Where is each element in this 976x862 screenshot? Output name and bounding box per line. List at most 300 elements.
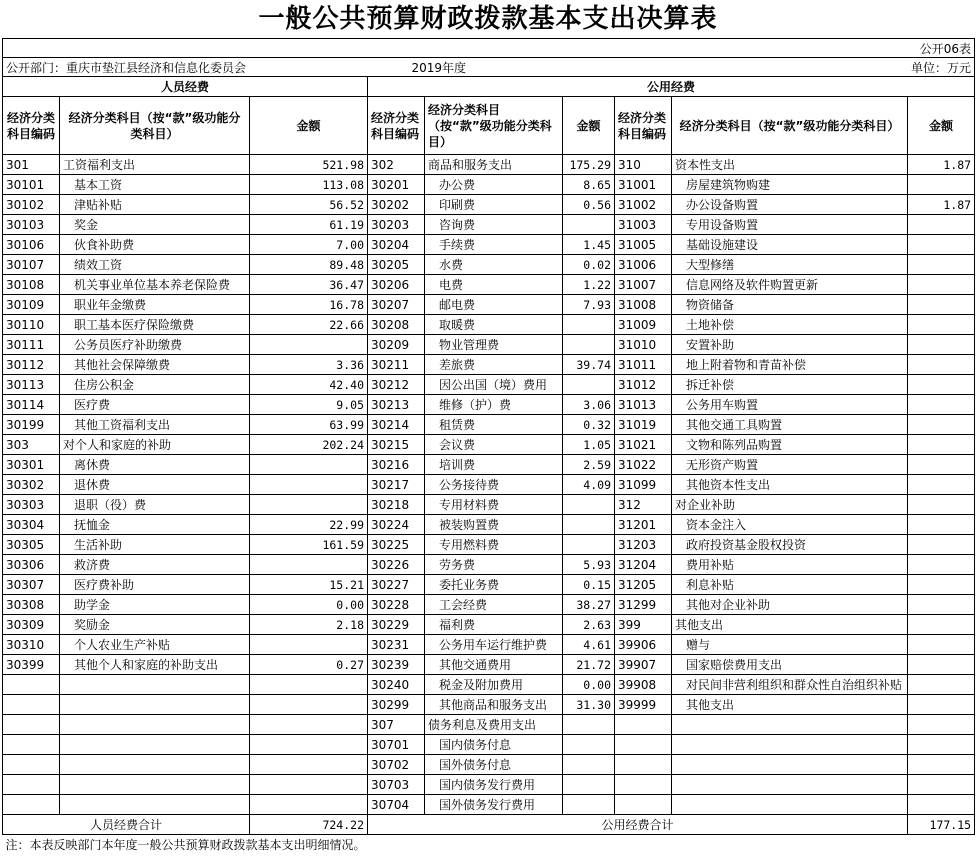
right-code-cell: 31022	[615, 455, 672, 475]
right-name-cell: 信息网络及软件购置更新	[672, 275, 908, 295]
mid-name-cell: 印刷费	[425, 195, 563, 215]
mid-code-cell: 30209	[368, 335, 425, 355]
mid-amount-cell	[563, 755, 615, 775]
left-amount-cell: 22.66	[250, 315, 368, 335]
table-row	[3, 495, 975, 515]
table-row	[3, 395, 975, 415]
mid-amount-cell	[563, 515, 615, 535]
right-name-cell: 基础设施建设	[672, 235, 908, 255]
mid-amount-cell: 1.22	[563, 275, 615, 295]
table-row	[3, 755, 975, 775]
mid-code-cell: 30228	[368, 595, 425, 615]
left-name-cell: 对个人和家庭的补助	[60, 435, 250, 455]
mid-name-cell: 国外债务付息	[425, 755, 563, 775]
right-code-cell: 39999	[615, 695, 672, 715]
mid-code-cell: 30704	[368, 795, 425, 815]
right-code-cell: 39908	[615, 675, 672, 695]
right-name-cell: 无形资产购置	[672, 455, 908, 475]
right-amount-cell	[908, 715, 975, 735]
right-name-cell: 大型修缮	[672, 255, 908, 275]
mid-code-cell: 30203	[368, 215, 425, 235]
col-code-mid: 经济分类科目编码	[368, 97, 425, 155]
right-code-cell: 31011	[615, 355, 672, 375]
mid-name-cell: 水费	[425, 255, 563, 275]
mid-amount-cell: 0.00	[563, 675, 615, 695]
mid-amount-cell: 175.29	[563, 155, 615, 175]
mid-name-cell: 专用燃料费	[425, 535, 563, 555]
left-amount-cell: 63.99	[250, 415, 368, 435]
left-code-cell: 30304	[3, 515, 60, 535]
right-amount-cell	[908, 695, 975, 715]
table-number: 公开06表	[3, 39, 975, 58]
mid-name-cell: 委托业务费	[425, 575, 563, 595]
table-row	[3, 295, 975, 315]
mid-amount-cell: 8.65	[563, 175, 615, 195]
right-code-cell	[615, 795, 672, 815]
mid-name-cell: 商品和服务支出	[425, 155, 563, 175]
table-row	[3, 695, 975, 715]
table-note: 注：本表反映部门本年度一般公共预算财政拨款基本支出明细情况。	[5, 838, 366, 852]
right-code-cell: 31099	[615, 475, 672, 495]
left-amount-cell	[250, 495, 368, 515]
left-code-cell: 30112	[3, 355, 60, 375]
mid-name-cell: 租赁费	[425, 415, 563, 435]
mid-code-cell: 30229	[368, 615, 425, 635]
table-row	[3, 255, 975, 275]
right-name-cell: 政府投资基金股权投资	[672, 535, 908, 555]
right-code-cell: 31009	[615, 315, 672, 335]
mid-code-cell: 30218	[368, 495, 425, 515]
left-name-cell: 生活补助	[60, 535, 250, 555]
mid-code-cell: 30224	[368, 515, 425, 535]
mid-amount-cell: 2.63	[563, 615, 615, 635]
left-name-cell: 基本工资	[60, 175, 250, 195]
mid-name-cell: 差旅费	[425, 355, 563, 375]
right-amount-cell	[908, 495, 975, 515]
mid-amount-cell: 21.72	[563, 655, 615, 675]
right-code-cell: 31204	[615, 555, 672, 575]
left-name-cell: 工资福利支出	[60, 155, 250, 175]
right-code-cell	[615, 715, 672, 735]
right-amount-cell	[908, 335, 975, 355]
right-code-cell: 31010	[615, 335, 672, 355]
total-public-value: 177.15	[908, 815, 975, 835]
left-name-cell: 公务员医疗补助缴费	[60, 335, 250, 355]
left-name-cell: 伙食补助费	[60, 235, 250, 255]
table-row	[3, 635, 975, 655]
left-code-cell: 30301	[3, 455, 60, 475]
left-name-cell	[60, 715, 250, 735]
mid-code-cell: 30202	[368, 195, 425, 215]
mid-code-cell: 30239	[368, 655, 425, 675]
section-public: 公用经费	[368, 77, 975, 97]
mid-code-cell: 30299	[368, 695, 425, 715]
mid-code-cell: 30206	[368, 275, 425, 295]
mid-name-cell: 国内债务付息	[425, 735, 563, 755]
right-name-cell: 资本性支出	[672, 155, 908, 175]
left-amount-cell	[250, 755, 368, 775]
table-row	[3, 455, 975, 475]
table-row	[3, 575, 975, 595]
left-amount-cell	[250, 795, 368, 815]
right-amount-cell	[908, 455, 975, 475]
mid-amount-cell: 4.09	[563, 475, 615, 495]
right-amount-cell	[908, 535, 975, 555]
table-no-row	[3, 39, 975, 58]
col-amount-mid: 金额	[563, 97, 615, 155]
right-amount-cell	[908, 255, 975, 275]
right-code-cell: 31205	[615, 575, 672, 595]
mid-amount-cell: 39.74	[563, 355, 615, 375]
mid-name-cell: 公务接待费	[425, 475, 563, 495]
mid-code-cell: 30213	[368, 395, 425, 415]
mid-code-cell: 302	[368, 155, 425, 175]
left-name-cell: 个人农业生产补贴	[60, 635, 250, 655]
right-amount-cell	[908, 795, 975, 815]
left-code-cell	[3, 735, 60, 755]
mid-code-cell: 30216	[368, 455, 425, 475]
table-row	[3, 515, 975, 535]
left-amount-cell	[250, 455, 368, 475]
right-amount-cell	[908, 735, 975, 755]
left-name-cell: 职工基本医疗保险缴费	[60, 315, 250, 335]
mid-name-cell: 工会经费	[425, 595, 563, 615]
left-name-cell: 退休费	[60, 475, 250, 495]
table-row	[3, 655, 975, 675]
left-name-cell: 绩效工资	[60, 255, 250, 275]
right-name-cell: 土地补偿	[672, 315, 908, 335]
left-name-cell	[60, 695, 250, 715]
right-code-cell: 31012	[615, 375, 672, 395]
left-code-cell: 30310	[3, 635, 60, 655]
mid-amount-cell: 0.32	[563, 415, 615, 435]
right-amount-cell	[908, 635, 975, 655]
mid-name-cell: 办公费	[425, 175, 563, 195]
left-amount-cell: 2.18	[250, 615, 368, 635]
left-amount-cell: 22.99	[250, 515, 368, 535]
right-code-cell: 31001	[615, 175, 672, 195]
right-amount-cell: 1.87	[908, 195, 975, 215]
mid-name-cell: 被装购置费	[425, 515, 563, 535]
table-row	[3, 315, 975, 335]
right-amount-cell	[908, 615, 975, 635]
left-code-cell	[3, 755, 60, 775]
col-code-left: 经济分类科目编码	[3, 97, 60, 155]
left-name-cell: 助学金	[60, 595, 250, 615]
right-amount-cell	[908, 295, 975, 315]
col-amount-left: 金额	[250, 97, 368, 155]
left-code-cell: 30309	[3, 615, 60, 635]
mid-code-cell: 30214	[368, 415, 425, 435]
left-name-cell	[60, 795, 250, 815]
mid-amount-cell: 5.93	[563, 555, 615, 575]
table-row	[3, 775, 975, 795]
table-row	[3, 175, 975, 195]
right-amount-cell	[908, 215, 975, 235]
table-row	[3, 195, 975, 215]
right-amount-cell	[908, 435, 975, 455]
left-amount-cell	[250, 775, 368, 795]
left-code-cell: 30199	[3, 415, 60, 435]
table-row	[3, 435, 975, 455]
col-code-right: 经济分类科目编码	[615, 97, 672, 155]
mid-name-cell: 其他商品和服务支出	[425, 695, 563, 715]
left-amount-cell: 113.08	[250, 175, 368, 195]
mid-amount-cell: 0.15	[563, 575, 615, 595]
left-amount-cell	[250, 735, 368, 755]
mid-name-cell: 劳务费	[425, 555, 563, 575]
mid-amount-cell	[563, 375, 615, 395]
right-name-cell: 专用设备购置	[672, 215, 908, 235]
mid-amount-cell	[563, 535, 615, 555]
mid-code-cell: 30201	[368, 175, 425, 195]
meta-row	[3, 58, 975, 77]
right-name-cell	[672, 775, 908, 795]
column-header-row	[3, 97, 975, 155]
mid-name-cell: 电费	[425, 275, 563, 295]
right-name-cell: 办公设备购置	[672, 195, 908, 215]
right-amount-cell	[908, 655, 975, 675]
left-code-cell: 30308	[3, 595, 60, 615]
mid-amount-cell: 2.59	[563, 455, 615, 475]
table-row	[3, 355, 975, 375]
left-amount-cell: 3.36	[250, 355, 368, 375]
right-name-cell: 利息补贴	[672, 575, 908, 595]
total-personnel-value: 724.22	[250, 815, 368, 835]
right-code-cell: 39907	[615, 655, 672, 675]
left-code-cell: 30113	[3, 375, 60, 395]
mid-name-cell: 国内债务发行费用	[425, 775, 563, 795]
mid-name-cell: 会议费	[425, 435, 563, 455]
left-code-cell: 30302	[3, 475, 60, 495]
right-code-cell: 31021	[615, 435, 672, 455]
mid-code-cell: 30226	[368, 555, 425, 575]
left-code-cell: 30103	[3, 215, 60, 235]
col-name-left: 经济分类科目（按“款”级功能分类科目）	[60, 97, 250, 155]
mid-name-cell: 专用材料费	[425, 495, 563, 515]
mid-name-cell: 物业管理费	[425, 335, 563, 355]
right-name-cell	[672, 795, 908, 815]
mid-amount-cell	[563, 775, 615, 795]
mid-name-cell: 税金及附加费用	[425, 675, 563, 695]
right-amount-cell	[908, 235, 975, 255]
table-row	[3, 415, 975, 435]
right-name-cell: 安置补助	[672, 335, 908, 355]
right-name-cell: 地上附着物和青苗补偿	[672, 355, 908, 375]
table-row	[3, 735, 975, 755]
table-row	[3, 155, 975, 175]
table-row	[3, 275, 975, 295]
left-name-cell: 机关事业单位基本养老保险费	[60, 275, 250, 295]
col-name-right: 经济分类科目（按“款”级功能分类科目）	[672, 97, 908, 155]
left-code-cell: 30111	[3, 335, 60, 355]
mid-name-cell: 因公出国（境）费用	[425, 375, 563, 395]
mid-code-cell: 30701	[368, 735, 425, 755]
table-row	[3, 675, 975, 695]
left-amount-cell: 36.47	[250, 275, 368, 295]
mid-amount-cell: 31.30	[563, 695, 615, 715]
left-amount-cell: 89.48	[250, 255, 368, 275]
right-amount-cell	[908, 395, 975, 415]
right-amount-cell	[908, 475, 975, 495]
mid-code-cell: 30208	[368, 315, 425, 335]
mid-code-cell: 30231	[368, 635, 425, 655]
right-code-cell: 31003	[615, 215, 672, 235]
left-code-cell: 30303	[3, 495, 60, 515]
left-amount-cell	[250, 555, 368, 575]
right-name-cell	[672, 755, 908, 775]
right-amount-cell	[908, 575, 975, 595]
left-code-cell: 30107	[3, 255, 60, 275]
mid-name-cell: 取暖费	[425, 315, 563, 335]
mid-code-cell: 30240	[368, 675, 425, 695]
mid-code-cell: 30217	[368, 475, 425, 495]
left-code-cell: 30106	[3, 235, 60, 255]
table-row	[3, 375, 975, 395]
left-amount-cell	[250, 715, 368, 735]
mid-name-cell: 邮电费	[425, 295, 563, 315]
left-name-cell: 退职（役）费	[60, 495, 250, 515]
right-code-cell: 31299	[615, 595, 672, 615]
right-code-cell: 31006	[615, 255, 672, 275]
right-name-cell	[672, 715, 908, 735]
right-name-cell: 其他对企业补助	[672, 595, 908, 615]
mid-amount-cell	[563, 315, 615, 335]
left-name-cell: 抚恤金	[60, 515, 250, 535]
right-amount-cell	[908, 595, 975, 615]
section-personnel: 人员经费	[3, 77, 368, 97]
left-amount-cell: 202.24	[250, 435, 368, 455]
right-code-cell	[615, 775, 672, 795]
right-amount-cell: 1.87	[908, 155, 975, 175]
right-name-cell: 其他交通工具购置	[672, 415, 908, 435]
mid-code-cell: 30212	[368, 375, 425, 395]
left-name-cell: 其他社会保障缴费	[60, 355, 250, 375]
table-row	[3, 335, 975, 355]
left-code-cell: 30399	[3, 655, 60, 675]
right-name-cell	[672, 735, 908, 755]
left-name-cell	[60, 675, 250, 695]
fiscal-year: 2019年度	[411, 60, 467, 75]
totals-row	[3, 815, 975, 835]
mid-amount-cell	[563, 715, 615, 735]
right-amount-cell	[908, 355, 975, 375]
left-amount-cell: 16.78	[250, 295, 368, 315]
right-code-cell: 312	[615, 495, 672, 515]
mid-amount-cell	[563, 495, 615, 515]
mid-name-cell: 培训费	[425, 455, 563, 475]
left-name-cell: 其他个人和家庭的补助支出	[60, 655, 250, 675]
left-name-cell: 其他工资福利支出	[60, 415, 250, 435]
mid-code-cell: 30215	[368, 435, 425, 455]
right-code-cell: 31201	[615, 515, 672, 535]
left-amount-cell: 9.05	[250, 395, 368, 415]
right-name-cell: 公务用车购置	[672, 395, 908, 415]
mid-name-cell: 国外债务发行费用	[425, 795, 563, 815]
left-amount-cell: 0.27	[250, 655, 368, 675]
right-amount-cell	[908, 375, 975, 395]
table-row	[3, 715, 975, 735]
left-amount-cell: 7.00	[250, 235, 368, 255]
right-code-cell: 31002	[615, 195, 672, 215]
mid-amount-cell: 7.93	[563, 295, 615, 315]
mid-name-cell: 公务用车运行维护费	[425, 635, 563, 655]
expenditure-table	[2, 38, 975, 855]
mid-name-cell: 咨询费	[425, 215, 563, 235]
right-name-cell: 赠与	[672, 635, 908, 655]
left-amount-cell: 521.98	[250, 155, 368, 175]
right-code-cell: 310	[615, 155, 672, 175]
left-code-cell	[3, 795, 60, 815]
mid-amount-cell: 1.05	[563, 435, 615, 455]
left-code-cell: 30307	[3, 575, 60, 595]
right-name-cell: 房屋建筑物购建	[672, 175, 908, 195]
mid-name-cell: 债务利息及费用支出	[425, 715, 563, 735]
left-name-cell	[60, 735, 250, 755]
mid-code-cell: 30207	[368, 295, 425, 315]
left-amount-cell: 42.40	[250, 375, 368, 395]
left-name-cell: 医疗费补助	[60, 575, 250, 595]
left-code-cell: 30306	[3, 555, 60, 575]
left-amount-cell: 61.19	[250, 215, 368, 235]
table-row	[3, 555, 975, 575]
left-code-cell	[3, 715, 60, 735]
table-row	[3, 235, 975, 255]
mid-amount-cell: 0.56	[563, 195, 615, 215]
left-code-cell: 30102	[3, 195, 60, 215]
mid-name-cell: 福利费	[425, 615, 563, 635]
mid-name-cell: 维修（护）费	[425, 395, 563, 415]
left-name-cell: 住房公积金	[60, 375, 250, 395]
right-name-cell: 对民间非营利组织和群众性自治组织补贴	[672, 675, 908, 695]
mid-amount-cell: 38.27	[563, 595, 615, 615]
table-row	[3, 615, 975, 635]
mid-code-cell: 30205	[368, 255, 425, 275]
left-name-cell: 职业年金缴费	[60, 295, 250, 315]
table-row	[3, 595, 975, 615]
left-amount-cell: 15.21	[250, 575, 368, 595]
right-amount-cell	[908, 555, 975, 575]
right-name-cell: 费用补贴	[672, 555, 908, 575]
right-amount-cell	[908, 775, 975, 795]
total-public-label: 公用经费合计	[368, 815, 908, 835]
right-amount-cell	[908, 415, 975, 435]
right-code-cell: 31007	[615, 275, 672, 295]
left-code-cell	[3, 675, 60, 695]
right-name-cell: 物资储备	[672, 295, 908, 315]
right-code-cell: 39906	[615, 635, 672, 655]
right-amount-cell	[908, 515, 975, 535]
right-name-cell: 其他支出	[672, 695, 908, 715]
total-personnel-label: 人员经费合计	[3, 815, 250, 835]
left-amount-cell	[250, 675, 368, 695]
mid-code-cell: 30703	[368, 775, 425, 795]
mid-code-cell: 30227	[368, 575, 425, 595]
left-amount-cell: 161.59	[250, 535, 368, 555]
right-code-cell: 31203	[615, 535, 672, 555]
mid-code-cell: 30204	[368, 235, 425, 255]
left-code-cell: 30110	[3, 315, 60, 335]
left-code-cell: 30114	[3, 395, 60, 415]
col-amount-right: 金额	[908, 97, 975, 155]
table-row	[3, 795, 975, 815]
left-code-cell: 30109	[3, 295, 60, 315]
section-header-row	[3, 77, 975, 97]
mid-code-cell: 30702	[368, 755, 425, 775]
left-code-cell	[3, 695, 60, 715]
mid-code-cell: 30225	[368, 535, 425, 555]
left-amount-cell	[250, 335, 368, 355]
